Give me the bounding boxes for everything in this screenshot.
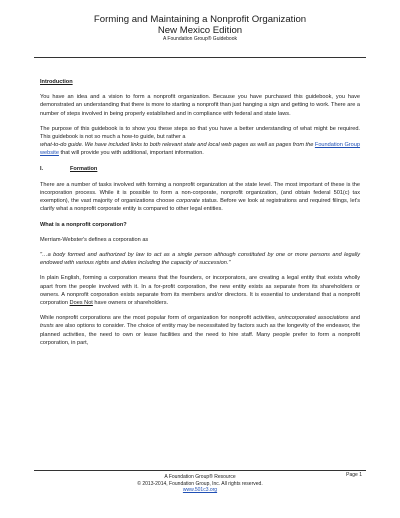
footer-resource: A Foundation Group® Resource (164, 474, 236, 480)
emphasis: trusts (40, 323, 54, 330)
text-run: The purpose of this guidebook is to show you these steps so that you have a better understanding of what might be required. This guidebook is not so much a how-to guide, but rather a (40, 125, 360, 141)
section-heading-introduction: Introduction (40, 79, 73, 85)
text-run: In plain English, forming a corporation means that the founders, or incorporators, are creating a legal entity that exists wholly apart from the people involved with it. In a for-profit corporation, the new entity exists as separate from its shareholders or owners. A nonprofit corporation exists separate from its members and/or directors. It is essential to understand that a nonprofit corporation (40, 275, 360, 307)
page-header (0, 0, 400, 43)
footer-url-link[interactable]: www.501c3.org (182, 487, 218, 494)
paragraph (40, 181, 360, 214)
footer-copyright: © 2013-2014, Foundation Group, Inc. All rights reserved. (137, 480, 263, 487)
header-divider (34, 57, 366, 58)
paragraph (40, 125, 360, 158)
emphasis: unincorporated associations (278, 315, 349, 322)
section-title: Formation (70, 165, 98, 172)
section-number: I. (40, 165, 44, 172)
page-number: Page 1 (346, 472, 362, 478)
paragraph: You have an idea and a vision to form a nonprofit organization. Because you have purchased this guidebook, you have demonstrated an understanding that there is more to starting a nonprofit than just hanging a sign and getting to work. There are a number of steps involved in being properly established and in compliance with federal and state laws. (40, 94, 360, 117)
text-run: that will provide you with additional, important information. (58, 150, 204, 157)
text-run: and (348, 315, 360, 322)
page-footer (0, 474, 400, 494)
definition-quote: "…a body formed and authorized by law to act as a single person although constituted by one or more persons and legally endowed with various rights and duties including the capacity of succession." (40, 252, 360, 267)
text-run: While nonprofit corporations are the most popular form of organization for nonprofit activities, (40, 315, 279, 322)
document-title: Forming and Maintaining a Nonprofit Organization (93, 14, 307, 25)
text-run: what-to-do guide. We have included links to both relevant state and local web pages as well as pages from the (40, 142, 315, 149)
text-run: status. Before we look at registrations and required filings, let's clarify what a nonprofit corporate entity is compared to other legal entities. (40, 198, 360, 213)
emphasis: corporate (176, 198, 200, 205)
text-run: have owners or shareholders. (92, 300, 169, 307)
underlined-text: Does Not (69, 300, 93, 307)
text-run: are also options to consider. The choice of entity may be necessitated by factors such as the longevity of the endeavor, the planned activities, the need to own or lease facilities and the need to hire staff. Many people prefer to form a nonprofit corporation, in part, (40, 323, 360, 346)
paragraph (40, 314, 360, 347)
foundation-group-link[interactable]: Foundation Group website (40, 142, 361, 157)
subheading: What is a nonprofit corporation? (40, 221, 127, 228)
paragraph: Merriam-Webster's defines a corporation as (40, 236, 149, 243)
footer-divider (34, 470, 366, 471)
text-run: There are a number of tasks involved with forming a nonprofit organization at the state level. The most important of these is the incorporation process. While it is possible to form a non-corporate, nonprofit organization, (and obtain federal 501(c) tax exemption), the vast majority of organizations choose (40, 181, 360, 205)
paragraph (40, 274, 360, 307)
section-heading-formation (40, 165, 360, 173)
document-guidebook-label: A Foundation Group® Guidebook (162, 36, 237, 42)
document-body (40, 78, 360, 354)
document-edition: New Mexico Edition (157, 25, 243, 36)
